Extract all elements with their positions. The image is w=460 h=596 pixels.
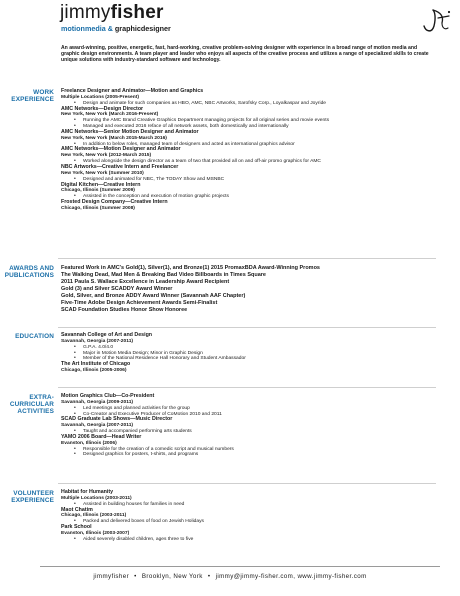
- entry-bullets: [61, 142, 441, 148]
- entry-subtitle: Chicago, Illinois (Summer 2008): [61, 205, 135, 211]
- bullet-item: • Worked alongside the design director as a team of two that provided all on and off-air promo graphics for AMC: [61, 159, 441, 165]
- entry-title: SCAD Graduate Lab Shows—Music Director: [61, 416, 173, 423]
- entry-subtitle: Evanston, Illinois (2006): [61, 440, 117, 446]
- footer-name: jimmyfisher: [93, 573, 130, 580]
- entry-title: Motion Graphics Club—Co-President: [61, 393, 155, 399]
- section-label-extracurricular: EXTRA- CURRICULAR ACTIVITIES: [9, 394, 54, 416]
- intro-summary: An award-winning, positive, energetic, fast, hard-working, creative problem-solving designer with experience in a broad range of motion media and graphic design environments. A team player and leader who enjoys all aspects of the creative process and utilizes a range of specialized skills to create unique solutions with industry-standard software and technology.: [61, 45, 429, 64]
- bullet-item: • Co-Creator and Executive Producer of CoMotion 2010 and 2011: [61, 412, 441, 418]
- entry-subtitle: Chicago, Illinois (2003-2011): [61, 513, 127, 519]
- footer-location: Brooklyn, New York: [141, 573, 203, 580]
- entry-subtitle: Savannah, Georgia (2007-2011): [61, 423, 134, 429]
- bullet-item: • Running the AMC Brand Creative Graphics Department managing projects for all original series and movie events: [61, 118, 441, 124]
- award-item: Gold, Silver, and Bronze ADDY Award Winner (Savannah AAF Chapter): [61, 293, 246, 299]
- divider: [58, 387, 436, 388]
- bullet-item: • Led meetings and planned activities for the group: [61, 406, 441, 412]
- first-name: jimmy: [60, 2, 111, 23]
- entry-subtitle: Evanston, Illinois (2003-2007): [61, 530, 130, 536]
- bullet-item: • Taught and accompanied performing arts students: [61, 429, 441, 435]
- tagline-part-b: graphicdesigner: [114, 24, 171, 33]
- award-item: Gold (3) and Silver SCADDY Award Winner: [61, 286, 173, 292]
- entry-bullets: [61, 447, 441, 459]
- bullet-item: • Assisted in building houses for families in need: [61, 502, 441, 508]
- entry-bullets: [61, 537, 441, 543]
- bullet-item: • Aided severely disabled children, ages three to five: [61, 537, 441, 543]
- awards-section: [61, 265, 441, 314]
- footer-separator: •: [134, 573, 137, 580]
- entry-title: AMC Networks—Motion Designer and Animator: [61, 146, 181, 153]
- bullet-item: • G.P.A. 4.0/4.0: [61, 345, 441, 351]
- entry-title: Digital Kitchen—Creative Intern: [61, 181, 141, 188]
- entry-title: Maot Chatim: [61, 506, 93, 513]
- entry-title: Savannah College of Art and Design: [61, 332, 153, 338]
- entry-bullets: [61, 159, 441, 165]
- award-item: SCAD Foundation Studies Honor Show Honoree: [61, 307, 188, 313]
- tagline-part-a: motionmedia &: [61, 24, 115, 33]
- section-label-work: WORK EXPERIENCE: [11, 89, 54, 104]
- entry-title: Frosted Design Company—Creative Intern: [61, 199, 168, 206]
- entry-subtitle: Chicago, Illinois (Summer 2009): [61, 188, 135, 194]
- entry-bullets: [61, 429, 441, 435]
- work-experience-section: [61, 89, 441, 212]
- entry-subtitle: New York, New York (March 2016-Present): [61, 112, 159, 118]
- entry-bullets: [61, 406, 441, 418]
- volunteer-section: [61, 490, 441, 543]
- bullet-item: • Packed and delivered boxes of food on Jewish Holidays: [61, 519, 441, 525]
- bullet-item: • In addition to below roles, managed team of designers and acted as international graphics advisor: [61, 142, 441, 148]
- tagline: [61, 24, 171, 33]
- footer-separator: •: [207, 573, 211, 580]
- award-item: 2011 Paula S. Wallace Excellence in Leadership Award Recipient: [61, 279, 230, 285]
- entry-subtitle: Savannah, Georgia (2009-2011): [61, 399, 134, 405]
- divider: [58, 258, 436, 259]
- bullet-item: • Major in Motion Media Design; Minor in Graphic Design: [61, 351, 441, 357]
- entry-subtitle: New York, New York (March 2015-March 2016): [61, 135, 167, 141]
- footer-contact-info: jimmy@jimmy-fisher.com, www.jimmy-fisher.com: [215, 573, 367, 580]
- extracurricular-section: [61, 394, 441, 458]
- entry-bullets: [61, 345, 441, 363]
- award-item: Featured Work in AMC's Gold(1), Silver(1), and Bronze(1) 2015 PromaxBDA Award-Winning Promos: [61, 265, 320, 271]
- entry-title: The Art Institute of Chicago: [61, 361, 131, 368]
- entry-subtitle: Multiple Locations (2003-2011): [61, 495, 132, 501]
- bullet-item: • Design and animate for such companies as HBO, AMC, NBC Artworks, Sarofsky Corp., Loyalkaspar and Joyride: [61, 101, 441, 107]
- entry-subtitle: Chicago, Illinois (2005-2006): [61, 368, 127, 374]
- entry-subtitle: Savannah, Georgia (2007-2011): [61, 338, 134, 344]
- footer-divider: [40, 566, 440, 567]
- section-label-education: EDUCATION: [15, 333, 54, 340]
- award-item: Five-Time Adobe Design Achievement Awards Semi-Finalist: [61, 300, 218, 306]
- entry-bullets: [61, 502, 441, 508]
- entry-title: AMC Networks—Design Director: [61, 105, 144, 112]
- entry-bullets: [61, 194, 441, 200]
- jf-logo: [418, 6, 454, 38]
- section-label-awards: AWARDS AND PUBLICATIONS: [4, 265, 54, 280]
- footer-contact: [0, 573, 460, 580]
- bullet-item: • Responsible for the creation of a comedic script and musical numbers: [61, 447, 441, 453]
- section-label-volunteer: VOLUNTEER EXPERIENCE: [11, 490, 54, 505]
- entry-subtitle: Multiple Locations (2005-Present): [61, 94, 139, 100]
- entry-bullets: [61, 177, 441, 183]
- bullet-item: • Designed and animated for NBC, The TODAY Show and MSNBC: [61, 177, 441, 183]
- divider: [58, 483, 436, 484]
- entry-title: Habitat for Humanity: [61, 489, 114, 495]
- bullet-item: • Managed and executed 2016 reface of all network assets, both domestically and internationally: [61, 124, 441, 130]
- entry-title: YAMO 2006 Board—Head Writer: [61, 433, 142, 440]
- entry-title: NBC Artworks—Creative Intern and Freelancer: [61, 163, 179, 170]
- resume-name: [60, 2, 164, 24]
- entry-subtitle: New York, New York (2012-March 2015): [61, 153, 152, 159]
- entry-bullets: [61, 519, 441, 525]
- last-name: fisher: [110, 2, 164, 23]
- education-section: [61, 333, 441, 374]
- bullet-item: • Designed graphics for posters, t-shirts, and programs: [61, 452, 441, 458]
- entry-title: Park School: [61, 524, 92, 531]
- entry-title: AMC Networks—Senior Motion Designer and Animator: [61, 128, 199, 135]
- entry-subtitle: New York, New York (Summer 2010): [61, 170, 144, 176]
- entry-bullets: [61, 118, 441, 130]
- bullet-item: • Assisted in the conception and execution of motion graphic projects: [61, 194, 441, 200]
- entry-title: Freelance Designer and Animator—Motion and Graphics: [61, 88, 204, 94]
- award-item: The Walking Dead, Mad Men & Breaking Bad Video Billboards in Times Square: [61, 272, 266, 278]
- divider: [58, 327, 436, 328]
- entry-bullets: [61, 101, 441, 107]
- bullet-item: • Member of the National Residence Hall Honorary and Student Ambassador: [61, 356, 441, 362]
